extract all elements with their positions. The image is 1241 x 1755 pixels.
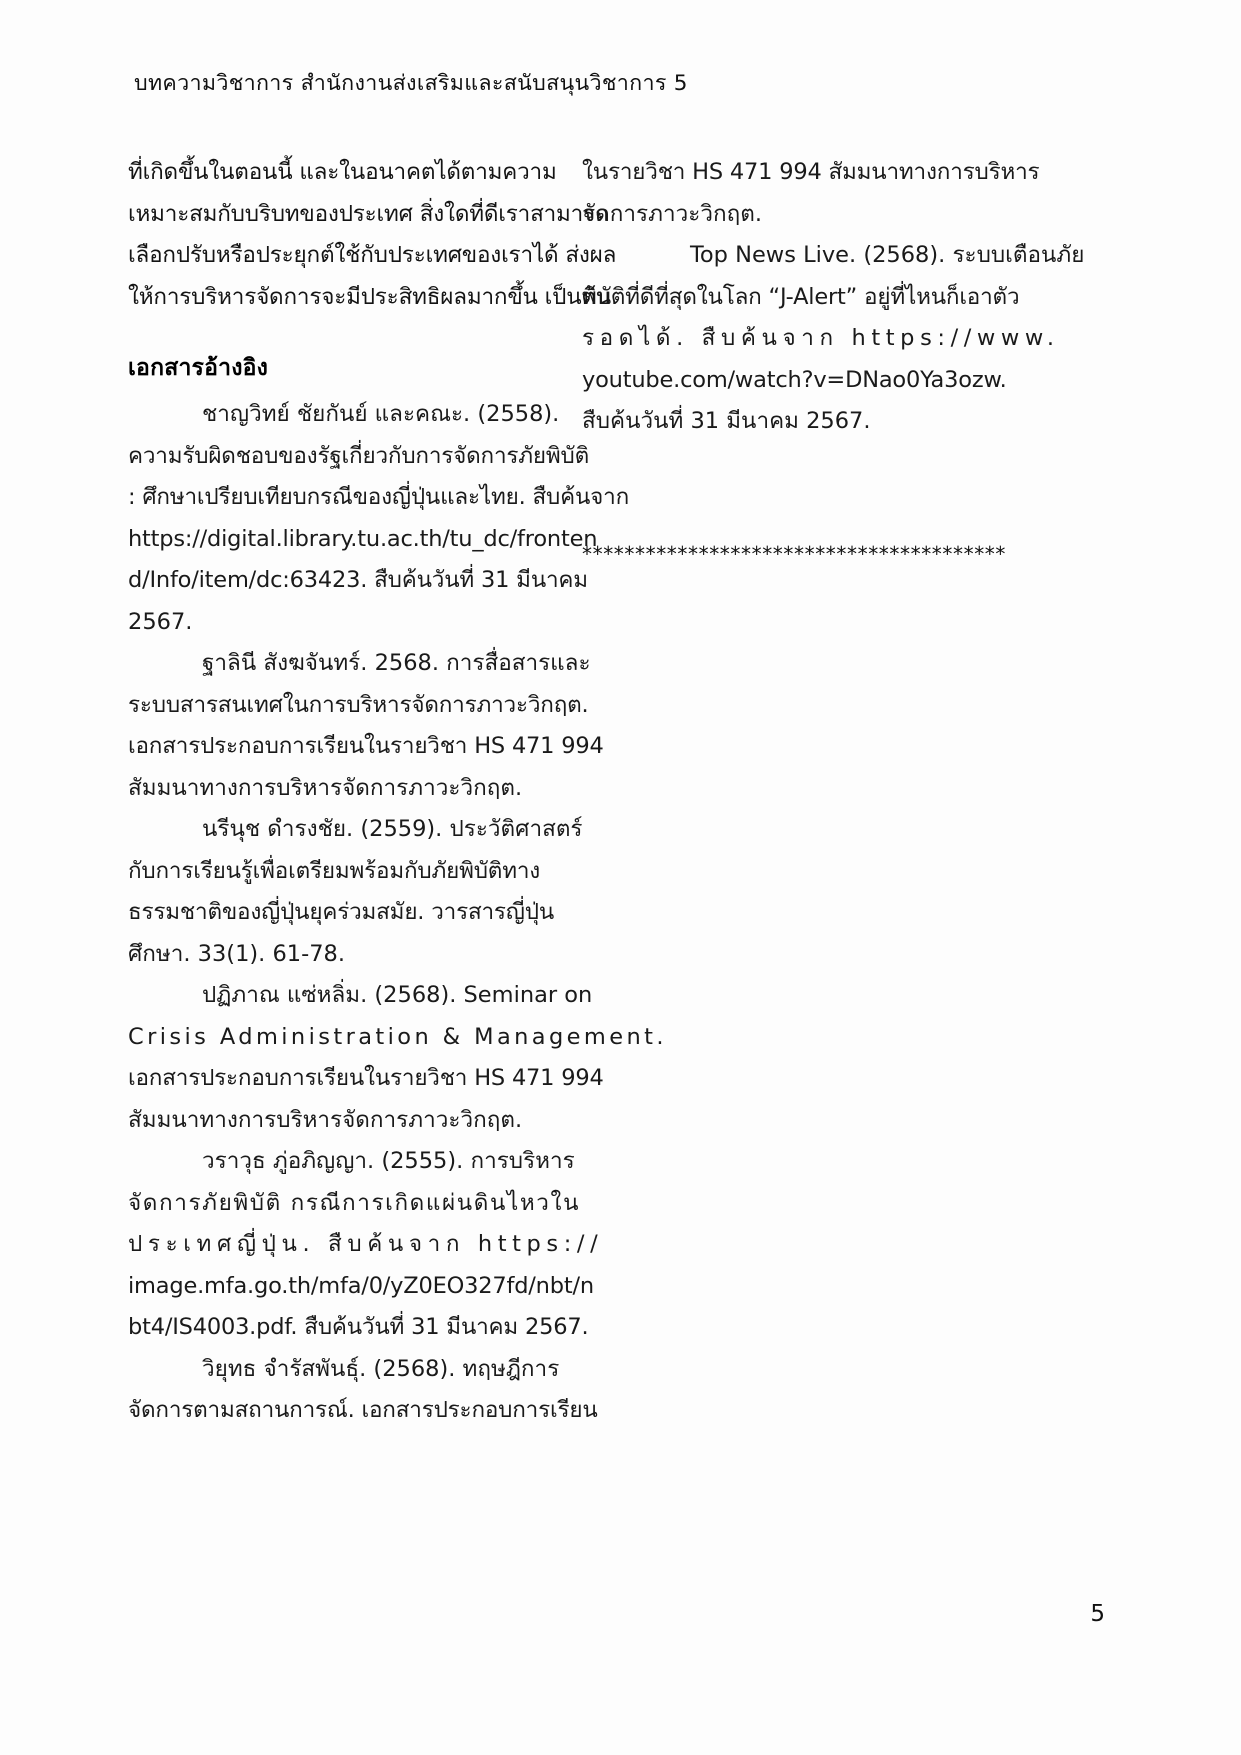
reference-line (128, 975, 593, 1017)
reference-entry (128, 394, 630, 643)
reference-line: image.mfa.go.th/mfa/0/yZ0EO327fd/nbt/n (128, 1272, 594, 1299)
reference-text: ชาญวิทย์ ชัยกันย์ และคณะ. (2558). (202, 401, 560, 427)
reference-line: สัมมนาทางการบริหารจัดการภาวะวิกฤต. (128, 774, 523, 801)
reference-line: พิบัติที่ดีที่สุดในโลก “J-Alert” อยู่ที่ไหนก็เอาตัว (582, 283, 1020, 310)
reference-line: ในรายวิชา HS 471 994 สัมมนาทางการบริหาร (582, 159, 1040, 185)
reference-line: เอกสารประกอบการเรียนในรายวิชา HS 471 994 (128, 733, 604, 759)
continuation-entry (582, 152, 1040, 235)
reference-line (128, 809, 583, 851)
reference-line: จัดการภัยพิบัติ กรณีการเกิดแผ่นดินไหวใน (128, 1189, 581, 1216)
reference-entry (128, 1349, 598, 1432)
section-separator: **************************************** (582, 541, 1006, 566)
reference-text: วิยุทธ จำรัสพันธุ์. (2568). ทฤษฎีการ (202, 1355, 560, 1382)
references-heading: เอกสารอ้างอิง (128, 355, 269, 381)
paragraph-line: ที่เกิดขึ้นในตอนนี้ และในอนาคตได้ตามความ (128, 159, 557, 185)
reference-line: https://digital.library.tu.ac.th/tu_dc/fronten (128, 525, 598, 552)
reference-line (128, 1141, 575, 1183)
reference-line: ความรับผิดชอบของรัฐเกี่ยวกับการจัดการภัยพิบัติ (128, 442, 590, 469)
reference-entry (128, 809, 583, 975)
paragraph-line: ให้การบริหารจัดการจะมีประสิทธิผลมากขึ้น เป็นต้น (128, 283, 611, 310)
reference-line: youtube.com/watch?v=DNao0Ya3ozw. (582, 366, 1007, 393)
reference-line: Crisis Administration & Management. (128, 1023, 667, 1050)
reference-text: วราวุธ ภู่อภิญญา. (2555). การบริหาร (202, 1148, 575, 1174)
reference-line: 2567. (128, 608, 193, 635)
reference-entry (128, 643, 604, 809)
reference-text: Top News Live. (2568). ระบบเตือนภัย (690, 242, 1085, 268)
reference-line (582, 235, 1085, 277)
reference-line: กับการเรียนรู้เพื่อเตรียมพร้อมกับภัยพิบัติทาง (128, 857, 541, 884)
reference-text: นรีนุช ดำรงชัย. (2559). ประวัติศาสตร์ (202, 816, 583, 842)
paragraph-line: เหมาะสมกับบริบทของประเทศ สิ่งใดที่ดีเราสามารถ (128, 200, 609, 227)
reference-entry (582, 235, 1085, 443)
reference-line: จัดการตามสถานการณ์. เอกสารประกอบการเรียน (128, 1397, 598, 1423)
reference-line: จัดการภาวะวิกฤต. (582, 200, 762, 227)
page-number: 5 (1090, 1601, 1105, 1627)
reference-line: สืบค้นวันที่ 31 มีนาคม 2567. (582, 408, 871, 434)
two-column-body (128, 152, 1118, 1432)
reference-line: สัมมนาทางการบริหารจัดการภาวะวิกฤต. (128, 1106, 523, 1133)
running-header: บทความวิชาการ สำนักงานส่งเสริมและสนับสนุนวิชาการ 5 (134, 71, 688, 96)
reference-line: ศึกษา. 33(1). 61-78. (128, 940, 346, 967)
reference-line: ระบบสารสนเทศในการบริหารจัดการภาวะวิกฤต. (128, 691, 589, 718)
left-column (128, 152, 667, 1432)
paragraph-line: เลือกปรับหรือประยุกต์ใช้กับประเทศของเราได้ ส่งผล (128, 242, 617, 268)
reference-line: เอกสารประกอบการเรียนในรายวิชา HS 471 994 (128, 1065, 604, 1091)
reference-line: ประเทศญี่ปุ่น. สืบค้นจาก https:// (128, 1231, 604, 1257)
closing-paragraph (128, 152, 617, 318)
reference-text: ฐาลินี สังฆจันทร์. 2568. การสื่อสารและ (202, 650, 591, 676)
reference-line: : ศึกษาเปรียบเทียบกรณีของญี่ปุ่นและไทย. สืบค้นจาก (128, 484, 630, 510)
reference-text: ปฏิภาณ แซ่หลิ่ม. (2568). Seminar on (202, 982, 593, 1008)
reference-entry (128, 1141, 604, 1349)
reference-entry (128, 975, 667, 1141)
reference-line (128, 394, 560, 436)
reference-line (128, 1349, 560, 1391)
reference-line (128, 643, 591, 685)
reference-line: bt4/IS4003.pdf. สืบค้นวันที่ 31 มีนาคม 2567. (128, 1314, 589, 1340)
reference-line: ธรรมชาติของญี่ปุ่นยุคร่วมสมัย. วารสารญี่ปุ่น (128, 899, 555, 925)
reference-line: d/Info/item/dc:63423. สืบค้นวันที่ 31 มีนาคม (128, 567, 588, 593)
right-column (582, 152, 1085, 1432)
reference-line: รอดได้. สืบค้นจาก https://www. (582, 325, 1060, 351)
